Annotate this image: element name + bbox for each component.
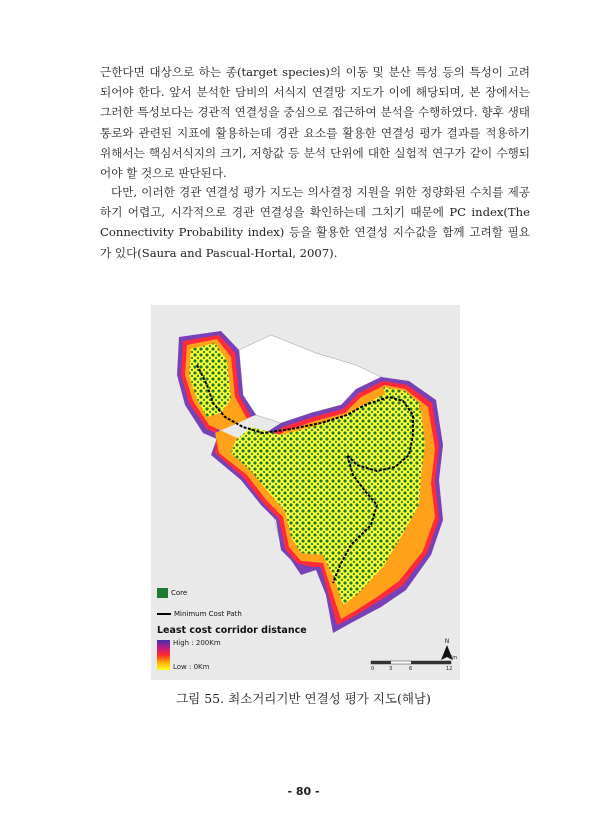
legend-path-label: Minimum Cost Path — [174, 610, 242, 618]
scale-tick-3: 3 — [389, 666, 393, 672]
core-swatch — [157, 588, 168, 598]
path-swatch — [157, 613, 171, 615]
legend-path — [157, 610, 242, 618]
scale-tick-0: 0 — [371, 666, 375, 672]
legend-core-label: Core — [171, 589, 188, 597]
scale-tick-6: 6 — [409, 666, 413, 672]
legend-title: Least cost corridor distance — [157, 625, 307, 636]
legend-core — [157, 588, 187, 598]
body-paragraph-2: 다만, 이러한 경관 연결성 평가 지도는 의사결정 지원을 위한 정량화된 수치를 제공하기 어렵고, 시각적으로 경관 연결성을 확인하는데 그치기 때문에 PC index(The Connectivity Probability index) 등을 활용한 연결성 지수값을 함께 고려할 필요가 있다(Saura and Pascual-Hortal, 2007). — [100, 185, 530, 260]
body-paragraph-1: 근한다면 대상으로 하는 종(target species)의 이동 및 분산 특성 등의 특성이 고려되어야 한다. 앞서 분석한 담비의 서식지 연결망 지도가 이에 해당되며, 본 장에서는 그러한 특성보다는 경관적 연결성을 중심으로 접근하여 분석을 수행하였다. 향후 생태통로와 관련된 지표에 활용하는데 경관 요소를 활용한 연결성 평가 결과를 적용하기 위해서는 핵심서식지의 크기, 저항값 등 분석 단위에 대한 실험적 연구가 같이 수행되어야 할 것으로 판단된다. — [100, 65, 530, 181]
legend-high-label: High : 200Km — [173, 639, 221, 647]
figure-caption: 그림 55. 최소거리기반 연결성 평가 지도(해남) — [176, 691, 431, 706]
scale-labels — [371, 655, 458, 677]
page-number: - 80 - — [287, 785, 320, 798]
legend-color-ramp — [157, 640, 170, 670]
scale-unit: Km — [449, 655, 458, 661]
north-label: N — [444, 638, 450, 645]
corridor-map-figure — [151, 305, 460, 680]
scale-tick-12: 12 — [446, 666, 453, 672]
corridor-map — [151, 305, 460, 680]
legend-low-label: Low : 0Km — [173, 663, 210, 671]
